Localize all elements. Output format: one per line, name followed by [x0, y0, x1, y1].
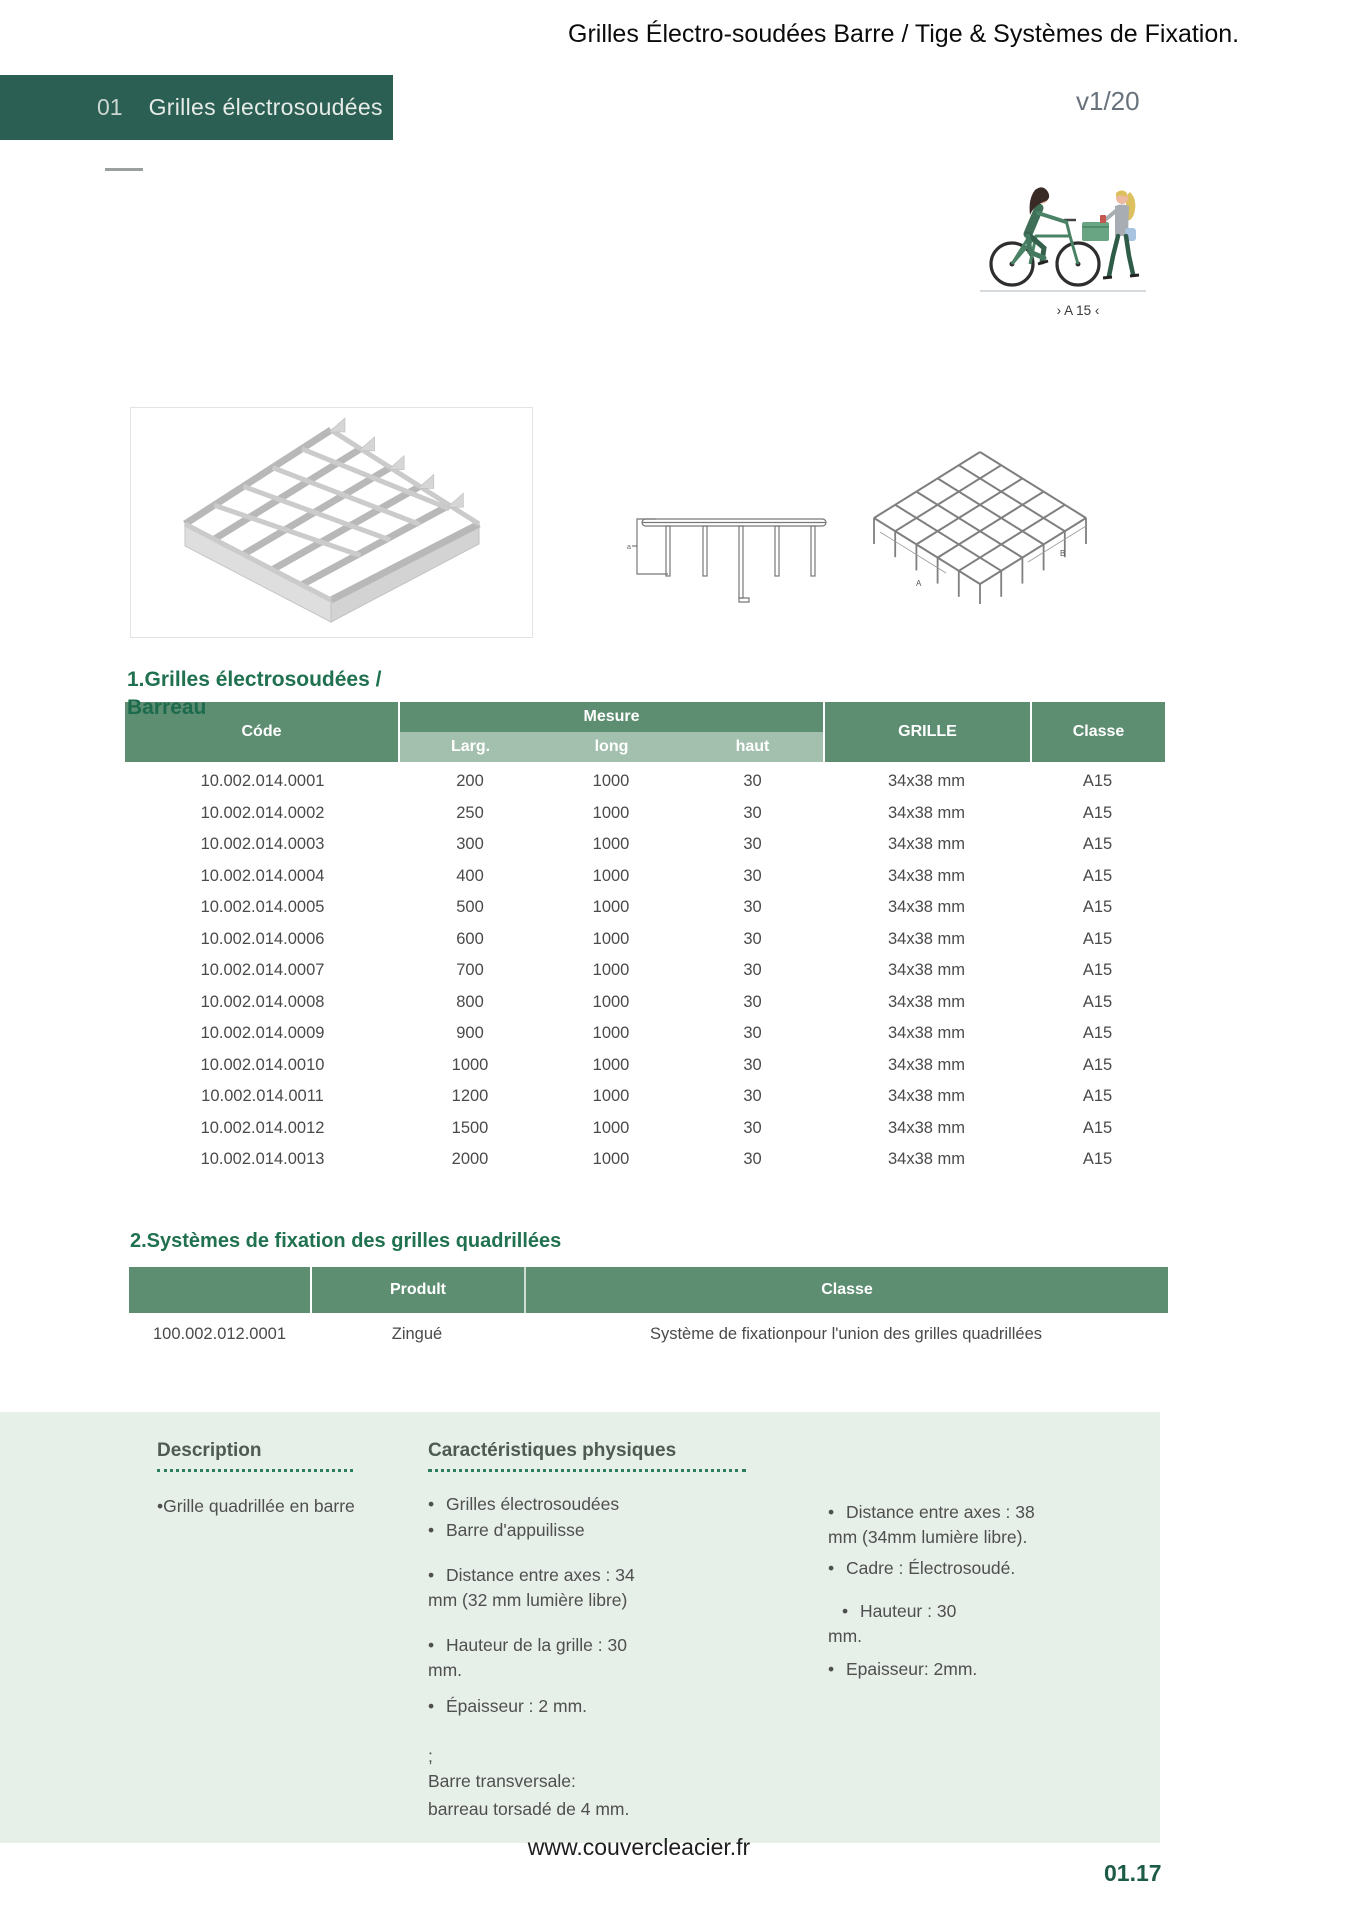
col-header-long: long: [594, 738, 629, 755]
col-header-classe: Classe: [1030, 702, 1165, 762]
cell-classe: A15: [1082, 1055, 1113, 1074]
cell-long: 1000: [592, 961, 630, 980]
description-block: [157, 1440, 387, 1519]
table-body: [125, 766, 1165, 1176]
cell-long: 1000: [592, 992, 630, 1011]
page-number: 01.17: [1104, 1860, 1162, 1886]
caracteristiques-heading: Caractéristiques physiques: [428, 1440, 746, 1472]
list-item: • Distance entre axes : 34 mm (32 mm lumière libre): [428, 1565, 635, 1610]
cell-larg: 800: [456, 992, 484, 1011]
cell-code: 10.002.014.0013: [200, 1150, 325, 1169]
cell-larg: 500: [456, 898, 484, 917]
cell-code: 10.002.014.0010: [200, 1055, 325, 1074]
table-row: [125, 987, 1165, 1019]
cell-haut: 30: [743, 866, 762, 885]
fixation-table: [129, 1267, 1168, 1355]
cell-larg: 700: [456, 961, 484, 980]
section2-title: 2.Systèmes de fixation des grilles quadrillées: [130, 1230, 562, 1252]
cell-code: 10.002.014.0008: [200, 992, 325, 1011]
table-row: [125, 892, 1165, 924]
steel-grating-image: [131, 408, 532, 637]
details-panel: [0, 1412, 1160, 1843]
cell-classe: A15: [1082, 992, 1113, 1011]
cell-haut: 30: [743, 1150, 762, 1169]
list-item: • Épaisseur : 2 mm.: [428, 1694, 720, 1719]
col-header-produit: Prodult: [310, 1267, 524, 1313]
table-header: [125, 702, 1165, 762]
cell-haut: 30: [743, 898, 762, 917]
cell-grille: 34x38 mm: [887, 1118, 966, 1137]
cell-classe: A15: [1082, 1087, 1113, 1106]
cell-larg: 250: [456, 803, 484, 822]
bullet-icon: •: [828, 1659, 835, 1679]
cell-grille: 34x38 mm: [887, 929, 966, 948]
bullet-icon: •: [428, 1565, 435, 1585]
cell-grille: 34x38 mm: [887, 1024, 966, 1043]
isometric-mesh-technical-drawing: [856, 446, 1104, 608]
list-item: • Hauteur : 30 mm.: [828, 1601, 957, 1646]
version-label: v1/20: [1076, 86, 1140, 116]
cell-long: 1000: [592, 1087, 630, 1106]
side-view-technical-drawing: [626, 506, 841, 606]
chapter-number: 01: [97, 94, 123, 120]
note-line: barreau torsadé de 4 mm.: [428, 1799, 630, 1819]
cell-classe: A15: [1082, 772, 1113, 791]
document-title: Grilles Électro-soudées Barre / Tige & Systèmes de Fixation.: [568, 20, 1240, 48]
cell-long: 1000: [592, 772, 630, 791]
cell-grille: 34x38 mm: [887, 835, 966, 854]
grating-product-photo: [130, 407, 533, 638]
bullet-icon: •: [157, 1496, 164, 1516]
cell-code: 10.002.014.0005: [200, 898, 325, 917]
cell-code: 10.002.014.0002: [200, 803, 325, 822]
cell-grille: 34x38 mm: [887, 866, 966, 885]
description-heading: Description: [157, 1440, 353, 1472]
cell-code: 10.002.014.0007: [200, 961, 325, 980]
description-item: •Grille quadrillée en barre: [157, 1496, 355, 1516]
cell-code: 10.002.014.0012: [200, 1118, 325, 1137]
cell-long: 1000: [592, 803, 630, 822]
cell-classe: A15: [1082, 898, 1113, 917]
list-item: • Barre d'appuilisse: [428, 1518, 720, 1543]
cell-long: 1000: [592, 929, 630, 948]
cell-haut: 30: [743, 1055, 762, 1074]
bullet-icon: •: [428, 1494, 435, 1514]
section1-subtitle: Barreau: [127, 696, 207, 719]
svg-text:B: B: [1060, 549, 1066, 558]
cell-larg: 900: [456, 1024, 484, 1043]
cell-code: 10.002.014.0006: [200, 929, 325, 948]
cell-grille: 34x38 mm: [887, 898, 966, 917]
cell-classe: A15: [1082, 1150, 1113, 1169]
bullet-icon: •: [828, 1502, 835, 1522]
chapter-title: Grilles électrosoudées: [148, 94, 383, 120]
col-header-empty: [129, 1267, 310, 1313]
cell-grille: 34x38 mm: [887, 803, 966, 822]
cell-classe: A15: [1082, 961, 1113, 980]
table-row: [125, 1113, 1165, 1145]
table-row: [125, 798, 1165, 830]
cell-grille: 34x38 mm: [887, 992, 966, 1011]
col-header-haut: haut: [735, 738, 770, 755]
table-row: [125, 1050, 1165, 1082]
col-header-grille: GRILLE: [823, 702, 1030, 762]
cell-grille: 34x38 mm: [887, 961, 966, 980]
cell-code: 10.002.014.0011: [201, 1087, 324, 1106]
grilles-table: [125, 702, 1165, 1176]
cell-produit: Zingué: [391, 1324, 443, 1343]
cell-larg: 1000: [451, 1055, 489, 1074]
table-row: [125, 955, 1165, 987]
col-header-mesure: Mesure: [400, 702, 823, 732]
cell-code: 10.002.014.0003: [200, 835, 325, 854]
section1-title: 1.Grilles électrosoudées /: [127, 668, 382, 691]
col-header-larg: Larg.: [450, 738, 491, 755]
svg-text:A: A: [916, 579, 922, 588]
cell-haut: 30: [743, 961, 762, 980]
table-row: [125, 924, 1165, 956]
caracteristiques-block: [428, 1440, 750, 1822]
cell-larg: 1500: [451, 1118, 489, 1137]
website-link[interactable]: www.couvercleacier.fr: [527, 1834, 751, 1860]
list-item: • Hauteur de la grille : 30 mm.: [428, 1635, 627, 1680]
bullet-icon: •: [428, 1635, 435, 1655]
cell-long: 1000: [592, 1150, 630, 1169]
cell-larg: 400: [456, 866, 484, 885]
cell-larg: 2000: [451, 1150, 489, 1169]
cell-larg: 600: [456, 929, 484, 948]
caracteristiques-block-right: [828, 1500, 1096, 1682]
cell-grille: 34x38 mm: [887, 1150, 966, 1169]
cell-code: 10.002.014.0004: [200, 866, 325, 885]
col-header-classe: Classe: [524, 1267, 1168, 1313]
bullet-icon: •: [428, 1696, 435, 1716]
table-row: [129, 1313, 1168, 1355]
col-header-mesure-group: [400, 702, 823, 762]
cell-larg: 1200: [451, 1087, 489, 1106]
chapter-banner: [0, 75, 393, 140]
cell-classe: A15: [1082, 803, 1113, 822]
cell-haut: 30: [743, 835, 762, 854]
cell-classe: A15: [1082, 835, 1113, 854]
cell-larg: 200: [456, 772, 484, 791]
cell-classe: Système de fixationpour l'union des grilles quadrillées: [649, 1324, 1043, 1343]
cell-classe: A15: [1082, 866, 1113, 885]
list-item: • Epaisseur: 2mm.: [828, 1657, 1096, 1682]
table-header: [129, 1267, 1168, 1313]
list-item: • Distance entre axes : 38 mm (34mm lumière libre).: [828, 1502, 1035, 1547]
decorative-dash: [105, 168, 143, 171]
cell-larg: 300: [456, 835, 484, 854]
note-line: Barre transversale:: [428, 1771, 576, 1791]
table-row: [125, 861, 1165, 893]
cell-long: 1000: [592, 1024, 630, 1043]
table-row: [125, 1081, 1165, 1113]
cell-long: 1000: [592, 898, 630, 917]
col-header-code: Códe: [125, 702, 400, 762]
cyclist-pedestrian-illustration: [972, 148, 1152, 298]
table-row: [125, 766, 1165, 798]
list-item: • Grilles électrosoudées: [428, 1492, 720, 1517]
cell-grille: 34x38 mm: [887, 1087, 966, 1106]
cell-code: 100.002.012.0001: [152, 1324, 287, 1343]
cell-code: 10.002.014.0001: [200, 772, 325, 791]
cell-classe: A15: [1082, 929, 1113, 948]
table-row: [125, 1144, 1165, 1176]
svg-text:a: a: [627, 544, 631, 551]
note-line: ;: [428, 1746, 433, 1766]
cell-haut: 30: [743, 1118, 762, 1137]
cell-long: 1000: [592, 1055, 630, 1074]
list-item: • Cadre : Électrosoudé.: [828, 1556, 1096, 1581]
cell-haut: 30: [743, 929, 762, 948]
cell-code: 10.002.014.0009: [200, 1024, 325, 1043]
table-row: [125, 829, 1165, 861]
cell-haut: 30: [743, 992, 762, 1011]
cell-haut: 30: [743, 803, 762, 822]
table-row: [125, 1018, 1165, 1050]
cell-classe: A15: [1082, 1024, 1113, 1043]
cell-haut: 30: [743, 1087, 762, 1106]
bullet-icon: •: [828, 1558, 835, 1578]
bullet-icon: •: [428, 1520, 435, 1540]
cell-haut: 30: [743, 772, 762, 791]
cell-long: 1000: [592, 835, 630, 854]
cell-long: 1000: [592, 866, 630, 885]
cell-grille: 34x38 mm: [887, 772, 966, 791]
cell-grille: 34x38 mm: [887, 1055, 966, 1074]
cell-long: 1000: [592, 1118, 630, 1137]
load-class-badge: › A 15 ‹: [1056, 303, 1100, 318]
bullet-icon: •: [842, 1601, 849, 1621]
cell-haut: 30: [743, 1024, 762, 1043]
cell-classe: A15: [1082, 1118, 1113, 1137]
